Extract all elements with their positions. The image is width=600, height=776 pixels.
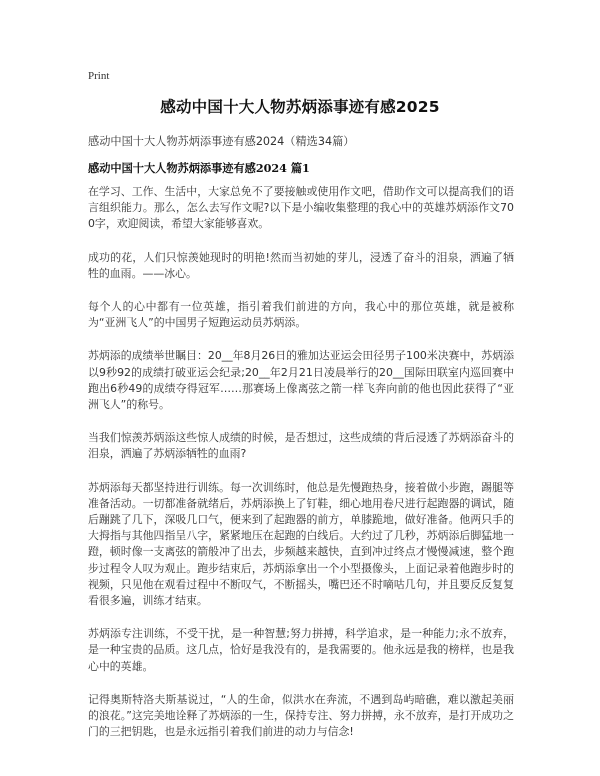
paragraph-training: 苏炳添每天都坚持进行训练。每一次训练时，他总是先慢跑热身，接着做小步跑，踢腿等准备活动。一切都准备就绪后，苏炳添换上了钉鞋，细心地用卷尺进行起跑器的调试，随后蹦跳了几下，深吸几口气，便来到了起跑器的前方，单膝跪地，做好准备。他两只手的大拇指与其他四指呈八字，紧紧地压在起跑的白线后。大约过了几秒，苏炳添后脚猛地一蹬，顿时像一支离弦的箭般冲了出去，步频越来越快，直到冲过终点才慢慢减速，整个跑步过程令人叹为观止。跑步结束后，苏炳添拿出一个小型摄像头，上面记录着他跑步时的视频，只见他在观看过程中不断叹气，不断摇头，嘴巴还不时嘀咕几句，并且要反反复复看很多遍，训练才结束。 xyxy=(88,480,514,608)
paragraph-conclusion: 记得奥斯特洛夫斯基说过，“人的生命，似洪水在奔流，不遇到岛屿暗礁，难以激起美丽的浪花。”这完美地诠释了苏炳添的一生，保持专注、努力拼搏，永不放弃，是打开成功之门的三把钥匙，也是永远指引着我们前进的动力与信念! xyxy=(88,692,514,739)
paragraph-qualities: 苏炳添专注训练，不受干扰，是一种智慧;努力拼搏，科学追求，是一种能力;永不放弃，是一种宝贵的品质。这几点，恰好是我没有的，是我需要的。他永远是我的榜样，也是我心中的英雄。 xyxy=(88,627,514,673)
article-body xyxy=(88,184,514,757)
paragraph-quote-bingxin: 成功的花，人们只惊羡她现时的明艳!然而当初她的芽儿，浸透了奋斗的泪泉，洒遍了牺牲的血雨。——冰心。 xyxy=(88,250,514,280)
page-title: 感动中国十大人物苏炳添事迹有感2025 xyxy=(160,98,440,116)
paragraph-achievements: 苏炳添的成绩举世瞩目：20__年8月26日的雅加达亚运会田径男子100米决赛中，苏炳添以9秒92的成绩打破亚运会纪录;20__年2月21日凌晨举行的20__国际田联室内巡回赛中跑出6秒49的成绩夺得冠军……那赛场上像离弦之箭一样飞奔向前的他也因此获得了“亚洲飞人”的称号。 xyxy=(88,349,514,412)
paragraph-question: 当我们惊羡苏炳添这些惊人成绩的时候，是否想过，这些成绩的背后浸透了苏炳添奋斗的泪泉，洒遍了苏炳添牺牲的血雨? xyxy=(88,431,514,461)
section-heading: 感动中国十大人物苏炳添事迹有感2024 篇1 xyxy=(88,161,310,175)
paragraph-intro: 在学习、工作、生活中，大家总免不了要接触或使用作文吧，借助作文可以提高我们的语言组织能力。那么，怎么去写作文呢?以下是小编收集整理的我心中的英雄苏炳添作文700字，欢迎阅读，希望大家能够喜欢。 xyxy=(88,185,514,231)
paragraph-hero: 每个人的心中都有一位英雄，指引着我们前进的方向，我心中的那位英雄，就是被称为“亚洲飞人”的中国男子短跑运动员苏炳添。 xyxy=(88,300,514,330)
document-subtitle: 感动中国十大人物苏炳添事迹有感2024（精选34篇） xyxy=(88,135,355,148)
print-label: Print xyxy=(88,70,110,82)
